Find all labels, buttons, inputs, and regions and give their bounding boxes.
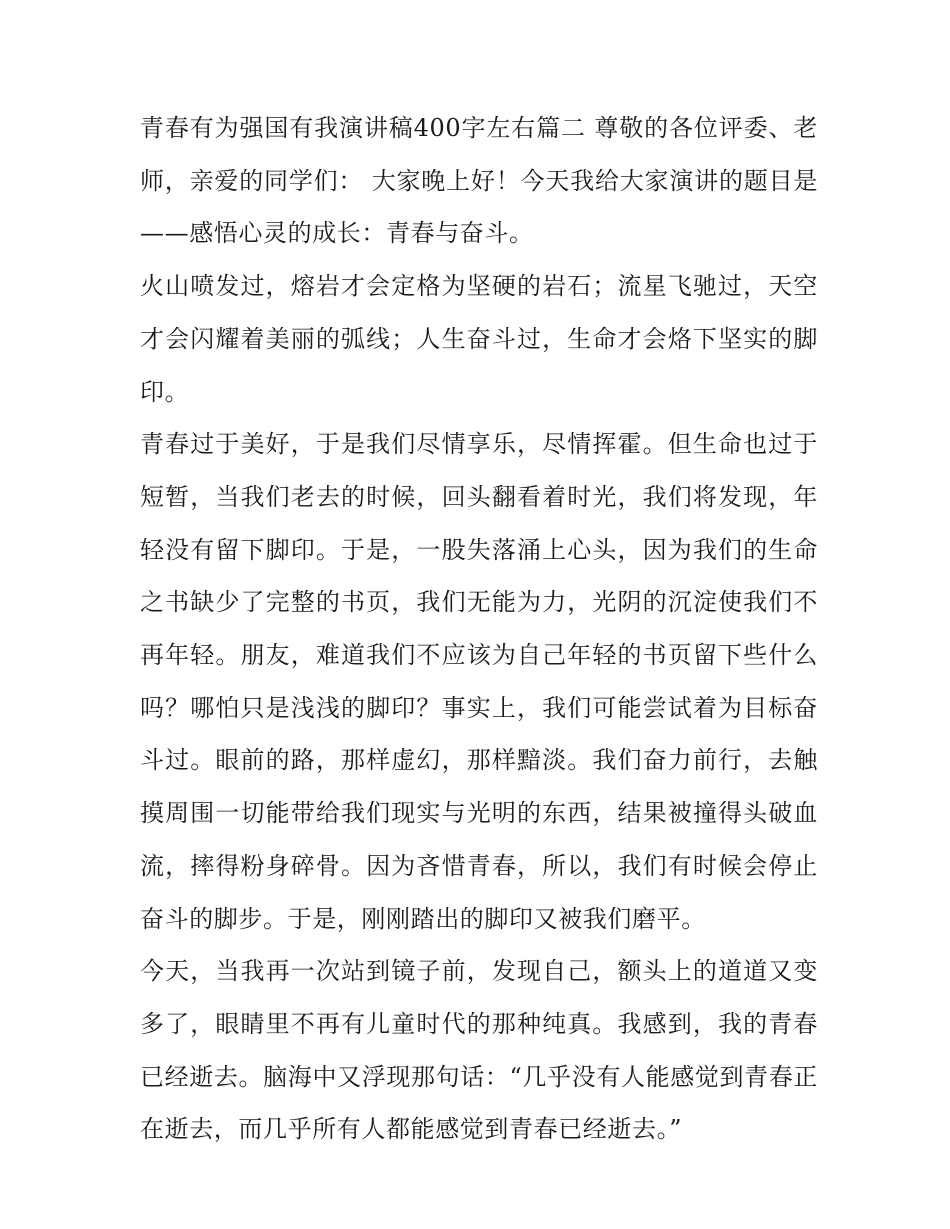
paragraph-volcano: 火山喷发过，熔岩才会定格为坚硬的岩石；流星飞驰过，天空才会闪耀着美丽的弧线；人生奋斗过，生命才会烙下坚实的脚印。 [140, 272, 818, 406]
paragraph-mirror: 今天，当我再一次站到镜子前，发现自己，额头上的道道又变多了，眼睛里不再有儿童时代的那种纯真。我感到，我的青春已经逝去。脑海中又浮现那句话：“几乎没有人能感觉到青春正在逝去，而几乎所有人都能感觉到青春已经逝去。” [140, 957, 818, 1144]
paragraph-youth: 青春过于美好，于是我们尽情享乐，尽情挥霍。但生命也过于短暂，当我们老去的时候，回头翻看着时光，我们将发现，年轻没有留下脚印。于是，一股失落涌上心头，因为我们的生命之书缺少了完整的书页，我们无能为力，光阴的沉淀使我们不再年轻。朋友，难道我们不应该为自己年轻的书页留下些什么吗？哪怕只是浅浅的脚印？事实上，我们可能尝试着为目标奋斗过。眼前的路，那样虚幻，那样黯淡。我们奋力前行，去触摸周围一切能带给我们现实与光明的东西，结果被撞得头破血流，摔得粉身碎骨。因为吝惜青春，所以，我们有时候会停止奋斗的脚步。于是，刚刚踏出的脚印又被我们磨平。 [140, 430, 818, 933]
paragraph-intro: 青春有为强国有我演讲稿400字左右篇二 尊敬的各位评委、老师，亲爱的同学们： 大家晚上好！今天我给大家演讲的题目是——感悟心灵的成长：青春与奋斗。 [140, 114, 818, 248]
document-body [140, 102, 818, 1156]
